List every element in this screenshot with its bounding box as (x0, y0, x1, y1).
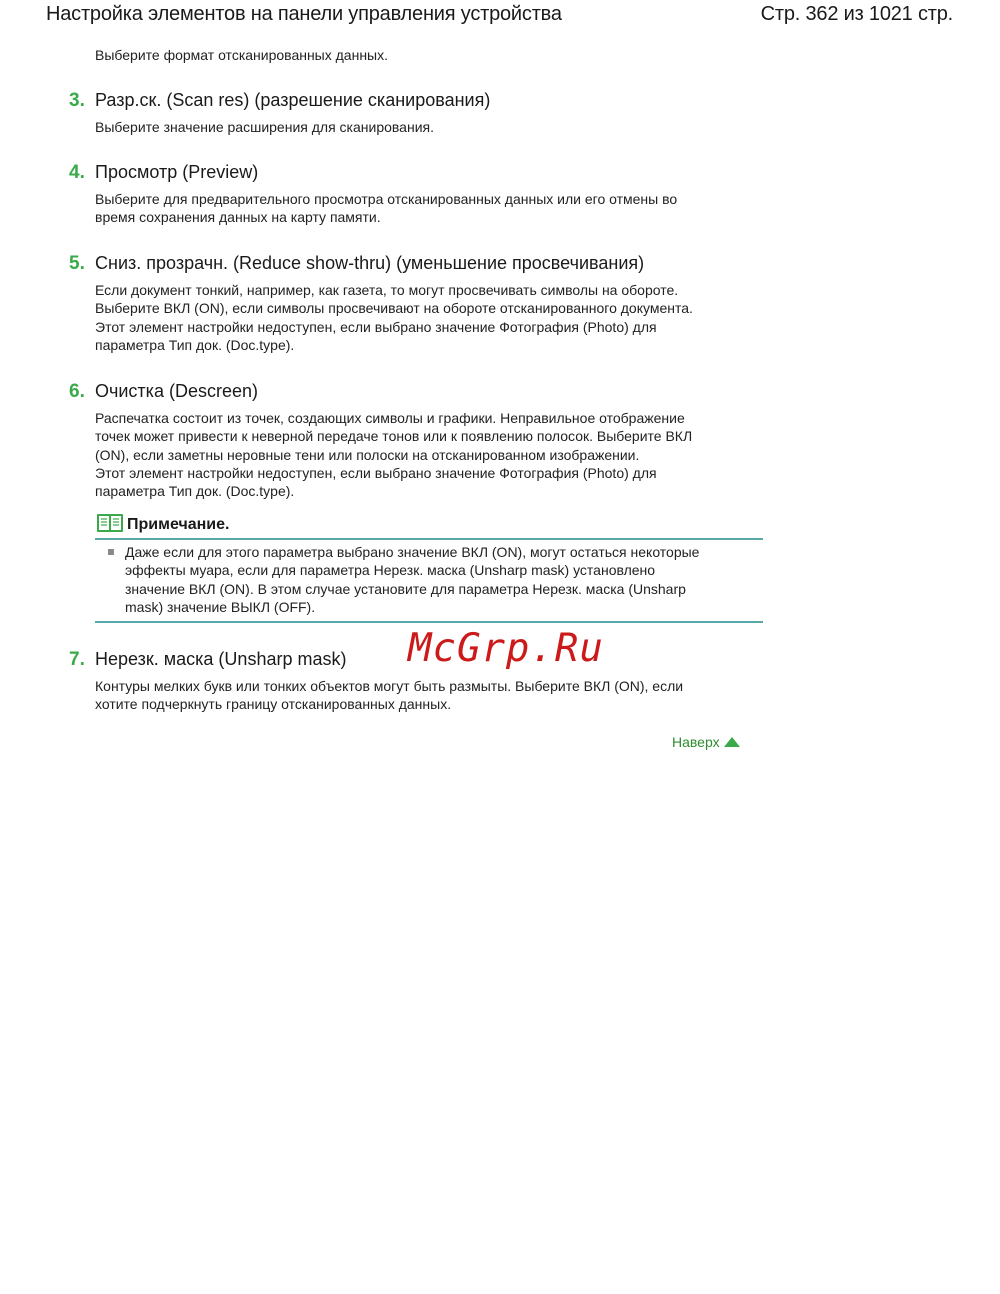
page-header (0, 0, 1000, 30)
book-icon (96, 513, 124, 533)
step-number: 6. (69, 381, 85, 402)
back-to-top-link[interactable] (672, 734, 740, 750)
note-line: эффекты муара, если для параметра Нерезк. маска (Unsharp mask) установлено (125, 562, 656, 579)
note-text (125, 543, 745, 616)
step-title: Очистка (Descreen) (95, 381, 258, 401)
body-line: параметра Тип док. (Doc.type). (95, 336, 295, 353)
step-description (95, 118, 755, 136)
body-line: время сохранения данных на карту памяти. (95, 209, 381, 226)
step-title: Сниз. прозрачн. (Reduce show-thru) (уменьшение просвечивания) (95, 253, 645, 273)
note-line: значение ВКЛ (ON). В этом случае установите для параметра Нерезк. маска (Unsharp (125, 580, 686, 597)
step-description (95, 677, 755, 714)
watermark: McGrp.Ru (408, 626, 604, 671)
step-description (95, 190, 755, 227)
step-description (95, 281, 755, 354)
page-title: Настройка элементов на панели управления устройства (46, 3, 562, 25)
bullet-icon (108, 549, 114, 555)
intro-text: Выберите формат отсканированных данных. (95, 47, 389, 63)
body-line: Если документ тонкий, например, как газета, то могут просвечивать символы на обороте. (95, 282, 679, 298)
note-header (95, 512, 763, 540)
step-number: 5. (69, 253, 85, 274)
step-title: Разр.ск. (Scan res) (разрешение сканирования) (95, 90, 491, 110)
note-box (95, 512, 763, 623)
body-line: параметра Тип док. (Doc.type). (95, 483, 295, 500)
step-title: Просмотр (Preview) (95, 162, 259, 182)
step-number: 4. (69, 162, 85, 183)
page-indicator: Стр. 362 из 1021 стр. (760, 3, 953, 25)
body-line: точек может привести к неверной передаче тонов или к появлению полосок. Выберите ВКЛ (95, 428, 693, 445)
body-line: Контуры мелких букв или тонких объектов могут быть размыты. Выберите ВКЛ (ON), если (95, 678, 684, 694)
step-description (95, 409, 755, 500)
note-line: mask) значение ВЫКЛ (OFF). (125, 598, 316, 615)
note-title: Примечание. (127, 516, 230, 533)
arrow-up-icon (724, 737, 740, 747)
body-line: Выберите значение расширения для сканирования. (95, 119, 434, 135)
note-divider (95, 621, 763, 623)
body-line: (ON), если заметны неровные тени или полоски на отсканированном изображении. (95, 446, 640, 463)
body-line: хотите подчеркнуть границу отсканированных данных. (95, 696, 452, 713)
body-line: Этот элемент настройки недоступен, если выбрано значение Фотография (Photo) для (95, 464, 657, 481)
body-line: Распечатка состоит из точек, создающих символы и графики. Неправильное отображение (95, 410, 685, 426)
step-title: Нерезк. маска (Unsharp mask) (95, 649, 347, 669)
body-line: Выберите для предварительного просмотра отсканированных данных или его отмены во (95, 191, 678, 207)
body-line: Выберите ВКЛ (ON), если символы просвечивают на обороте отсканированного документа. (95, 300, 693, 317)
back-to-top-label: Наверх (672, 734, 720, 750)
body-line: Этот элемент настройки недоступен, если выбрано значение Фотография (Photo) для (95, 318, 657, 335)
note-line: Даже если для этого параметра выбрано значение ВКЛ (ON), могут остаться некоторые (125, 544, 700, 560)
step-number: 7. (69, 649, 85, 670)
step-number: 3. (69, 90, 85, 111)
